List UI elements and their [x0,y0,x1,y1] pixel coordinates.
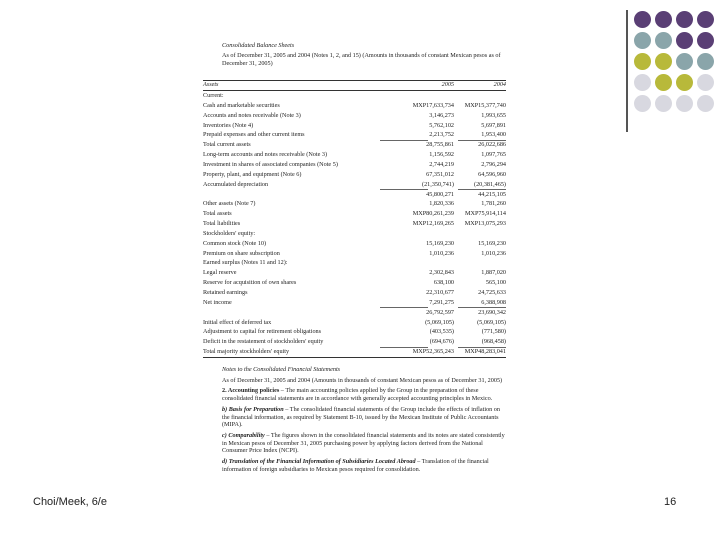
decorative-dot [697,53,714,70]
table-row [203,251,506,258]
value-2005: 3,146,273 [429,111,454,119]
year-2004-header: 2004 [493,81,506,88]
value-2004: 6,388,908 [481,298,506,306]
value-2004: (771,580) [481,328,506,336]
table-row [203,310,506,317]
value-2005: 45,800,271 [426,190,454,198]
table-row [203,162,506,169]
row-label: Total majority stockholders' equity [203,348,290,356]
table-top-rule [203,80,506,81]
note-body: – The consolidated financial statements of the Group include the effects of inflation on the financial information, as required by Statement B-10, issued by the Mexican Institute of Public Accountants (MIPA). [222,405,500,429]
value-2005: 2,744,219 [429,160,454,168]
note-translation [222,458,506,473]
table-row [203,201,506,208]
balance-sheet-header: As of December 31, 2005 and 2004 (Notes 1, 2, and 15) (Amounts in thousands of constant Mexican pesos as of December 31, 2005) [222,52,501,67]
decorative-dot [655,53,672,70]
value-2004: 1,953,400 [481,131,506,139]
note-head: d) Translation of the Financial Information of Subsidiaries Located Abroad [222,458,416,466]
value-2004: MXP48,283,041 [464,348,506,356]
value-2004: MXP75,914,114 [464,210,506,218]
value-2005: 638,100 [433,279,454,287]
note-head: c) Comparability [222,431,265,439]
value-2004: 1,097,765 [481,151,506,159]
row-label: Deficit in the restatement of stockholders' equity [203,338,324,346]
value-2005: 28,755,861 [426,141,454,149]
row-label: Other assets (Note 7) [203,200,256,208]
decorative-dot [634,74,651,91]
row-label: Current: [203,92,224,99]
decorative-dot [634,53,651,70]
table-bottom-rule [203,357,506,358]
footer-credit: Choi/Meek, 6/e [33,496,107,508]
row-label: Premium on share subscription [203,249,280,257]
value-2005: (694,676) [429,338,454,346]
row-label: Accounts and notes receivable (Note 3) [203,111,301,119]
row-label: Accumulated depreciation [203,180,269,188]
document-image [200,40,510,510]
row-label: Property, plant, and equipment (Note 6) [203,170,302,178]
note-comparability [222,432,506,455]
row-label: Reserve for acquisition of own shares [203,279,297,287]
table-header-row [203,82,506,89]
row-label: Investment in shares of associated companies (Note 5) [203,160,338,168]
decorative-dot [676,95,693,112]
decorative-dot [676,11,693,28]
row-label: Initial effect of deferred tax [203,318,272,326]
table-row [203,349,506,356]
value-2004: (20,381,465) [474,180,506,188]
decorative-dot-grid [626,10,718,132]
value-2004: 23,690,342 [478,308,506,316]
table-row [203,329,506,336]
table-row [203,211,506,218]
balance-sheet-title: Consolidated Balance Sheets [222,42,295,49]
value-2005: MXP12,169,265 [412,220,454,228]
row-label: Inventories (Note 4) [203,121,254,129]
decorative-dot [697,95,714,112]
decorative-dot [634,32,651,49]
note-basis-preparation [222,406,506,429]
row-label: Adjustment to capital for retirement obligations [203,328,322,336]
subtotal-rule [380,140,428,141]
value-2004: MXP13,075,293 [464,220,506,228]
row-label: Stockholders' equity: [203,229,256,237]
decorative-dot [634,95,651,112]
value-2005: (21,350,741) [422,180,454,188]
table-row [203,93,506,100]
value-2005: (403,535) [429,328,454,336]
value-2005: 1,156,592 [429,151,454,159]
value-2005: 2,213,752 [429,131,454,139]
value-2005: 22,310,677 [426,289,454,296]
row-label: Total assets [203,210,232,218]
row-label: Prepaid expenses and other current items [203,131,305,139]
value-2005: 67,351,012 [426,170,454,178]
table-row [203,280,506,287]
table-row [203,270,506,277]
table-row [203,221,506,228]
decorative-dot [697,11,714,28]
value-2004: 1,887,020 [481,269,506,277]
table-row [203,339,506,346]
row-label: Earned surplus (Notes 11 and 12): [203,259,288,267]
value-2004: 565,100 [485,279,506,287]
value-2004: 24,725,633 [478,289,506,296]
table-row [203,231,506,238]
note-head: 2. Accounting policies [222,387,280,395]
row-label: Long-term accounts and notes receivable (Note 3) [203,151,328,159]
subtotal-rule [380,307,428,308]
row-label: Common stock (Note 10) [203,239,267,247]
row-label: Total current assets [203,141,251,149]
table-row [203,182,506,189]
decorative-dot [655,32,672,49]
value-2004: 5,697,891 [481,121,506,129]
note-body: – The figures shown in the consolidated financial statements and its notes are stated consistently in Mexican pesos of December 31, 2005 purchasing power by applying factors derived from the National Consumer Price Index (NCPI). [222,431,505,455]
table-row [203,172,506,179]
value-2004: 64,596,960 [478,170,506,178]
subtotal-rule [458,189,506,190]
row-label: Retained earnings [203,289,248,296]
decorative-dot [655,95,672,112]
assets-column-label: Assets [203,81,219,88]
value-2004: (968,458) [481,338,506,346]
table-row [203,142,506,149]
decorative-dot [634,11,651,28]
notes-header: As of December 31, 2005 and 2004 (Amounts in thousands of constant Mexican pesos as of December 31, 2005) [222,376,503,384]
notes-title: Notes to the Consolidated Financial Statements [222,366,341,373]
value-2004: 1,010,236 [481,249,506,257]
decorative-dot [655,74,672,91]
row-label: Legal reserve [203,269,237,277]
note-head: b) Basis for Preparation [222,405,284,413]
decorative-dot [697,74,714,91]
value-2005: 7,291,275 [429,298,454,306]
table-row [203,290,506,297]
value-2005: 15,169,230 [426,239,454,247]
notes-section [222,366,506,476]
value-2005: 26,792,597 [426,308,454,316]
table-row [203,132,506,139]
value-2004: 1,993,655 [481,111,506,119]
decorative-dot [676,53,693,70]
table-header-rule [203,90,506,91]
row-label: Cash and marketable securities [203,101,280,109]
decorative-dot [676,74,693,91]
value-2005: 1,820,336 [429,200,454,208]
value-2004: 15,169,230 [478,239,506,247]
value-2005: (5,069,105) [425,318,454,326]
note-body: – Translation of the financial information of foreign subsidiaries to Mexican pesos required for consolidation. [222,458,489,473]
value-2004: 2,796,294 [481,160,506,168]
value-2005: 1,010,236 [429,249,454,257]
value-2005: 5,762,102 [429,121,454,129]
table-row [203,320,506,327]
note-accounting-policies [222,387,506,402]
decorative-dot [676,32,693,49]
table-row [203,152,506,159]
value-2005: MXP17,633,734 [412,101,454,109]
table-row [203,192,506,199]
value-2004: 1,781,260 [481,200,506,208]
value-2005: MXP80,261,239 [412,210,454,218]
table-row [203,103,506,110]
table-row [203,241,506,248]
subtotal-rule [380,189,428,190]
value-2004: 44,215,105 [478,190,506,198]
decorative-dot [655,11,672,28]
table-row [203,113,506,120]
value-2005: 2,302,843 [429,269,454,277]
value-2004: 26,022,686 [478,141,506,149]
row-label: Net income [203,298,232,306]
table-row [203,260,506,267]
slide-number: 16 [664,496,677,508]
decorative-dot [697,32,714,49]
table-row [203,300,506,307]
year-2005-header: 2005 [441,81,454,88]
value-2004: (5,069,105) [477,318,506,326]
note-body: – The main accounting policies applied by the Group in the preparation of these consolidated financial statements are in accordance with generally accepted accounting principles in Mexico. [222,387,493,403]
table-row [203,123,506,130]
value-2004: MXP15,377,740 [464,101,506,109]
value-2005: MXP52,365,243 [412,348,454,356]
row-label: Total liabilities [203,220,241,228]
